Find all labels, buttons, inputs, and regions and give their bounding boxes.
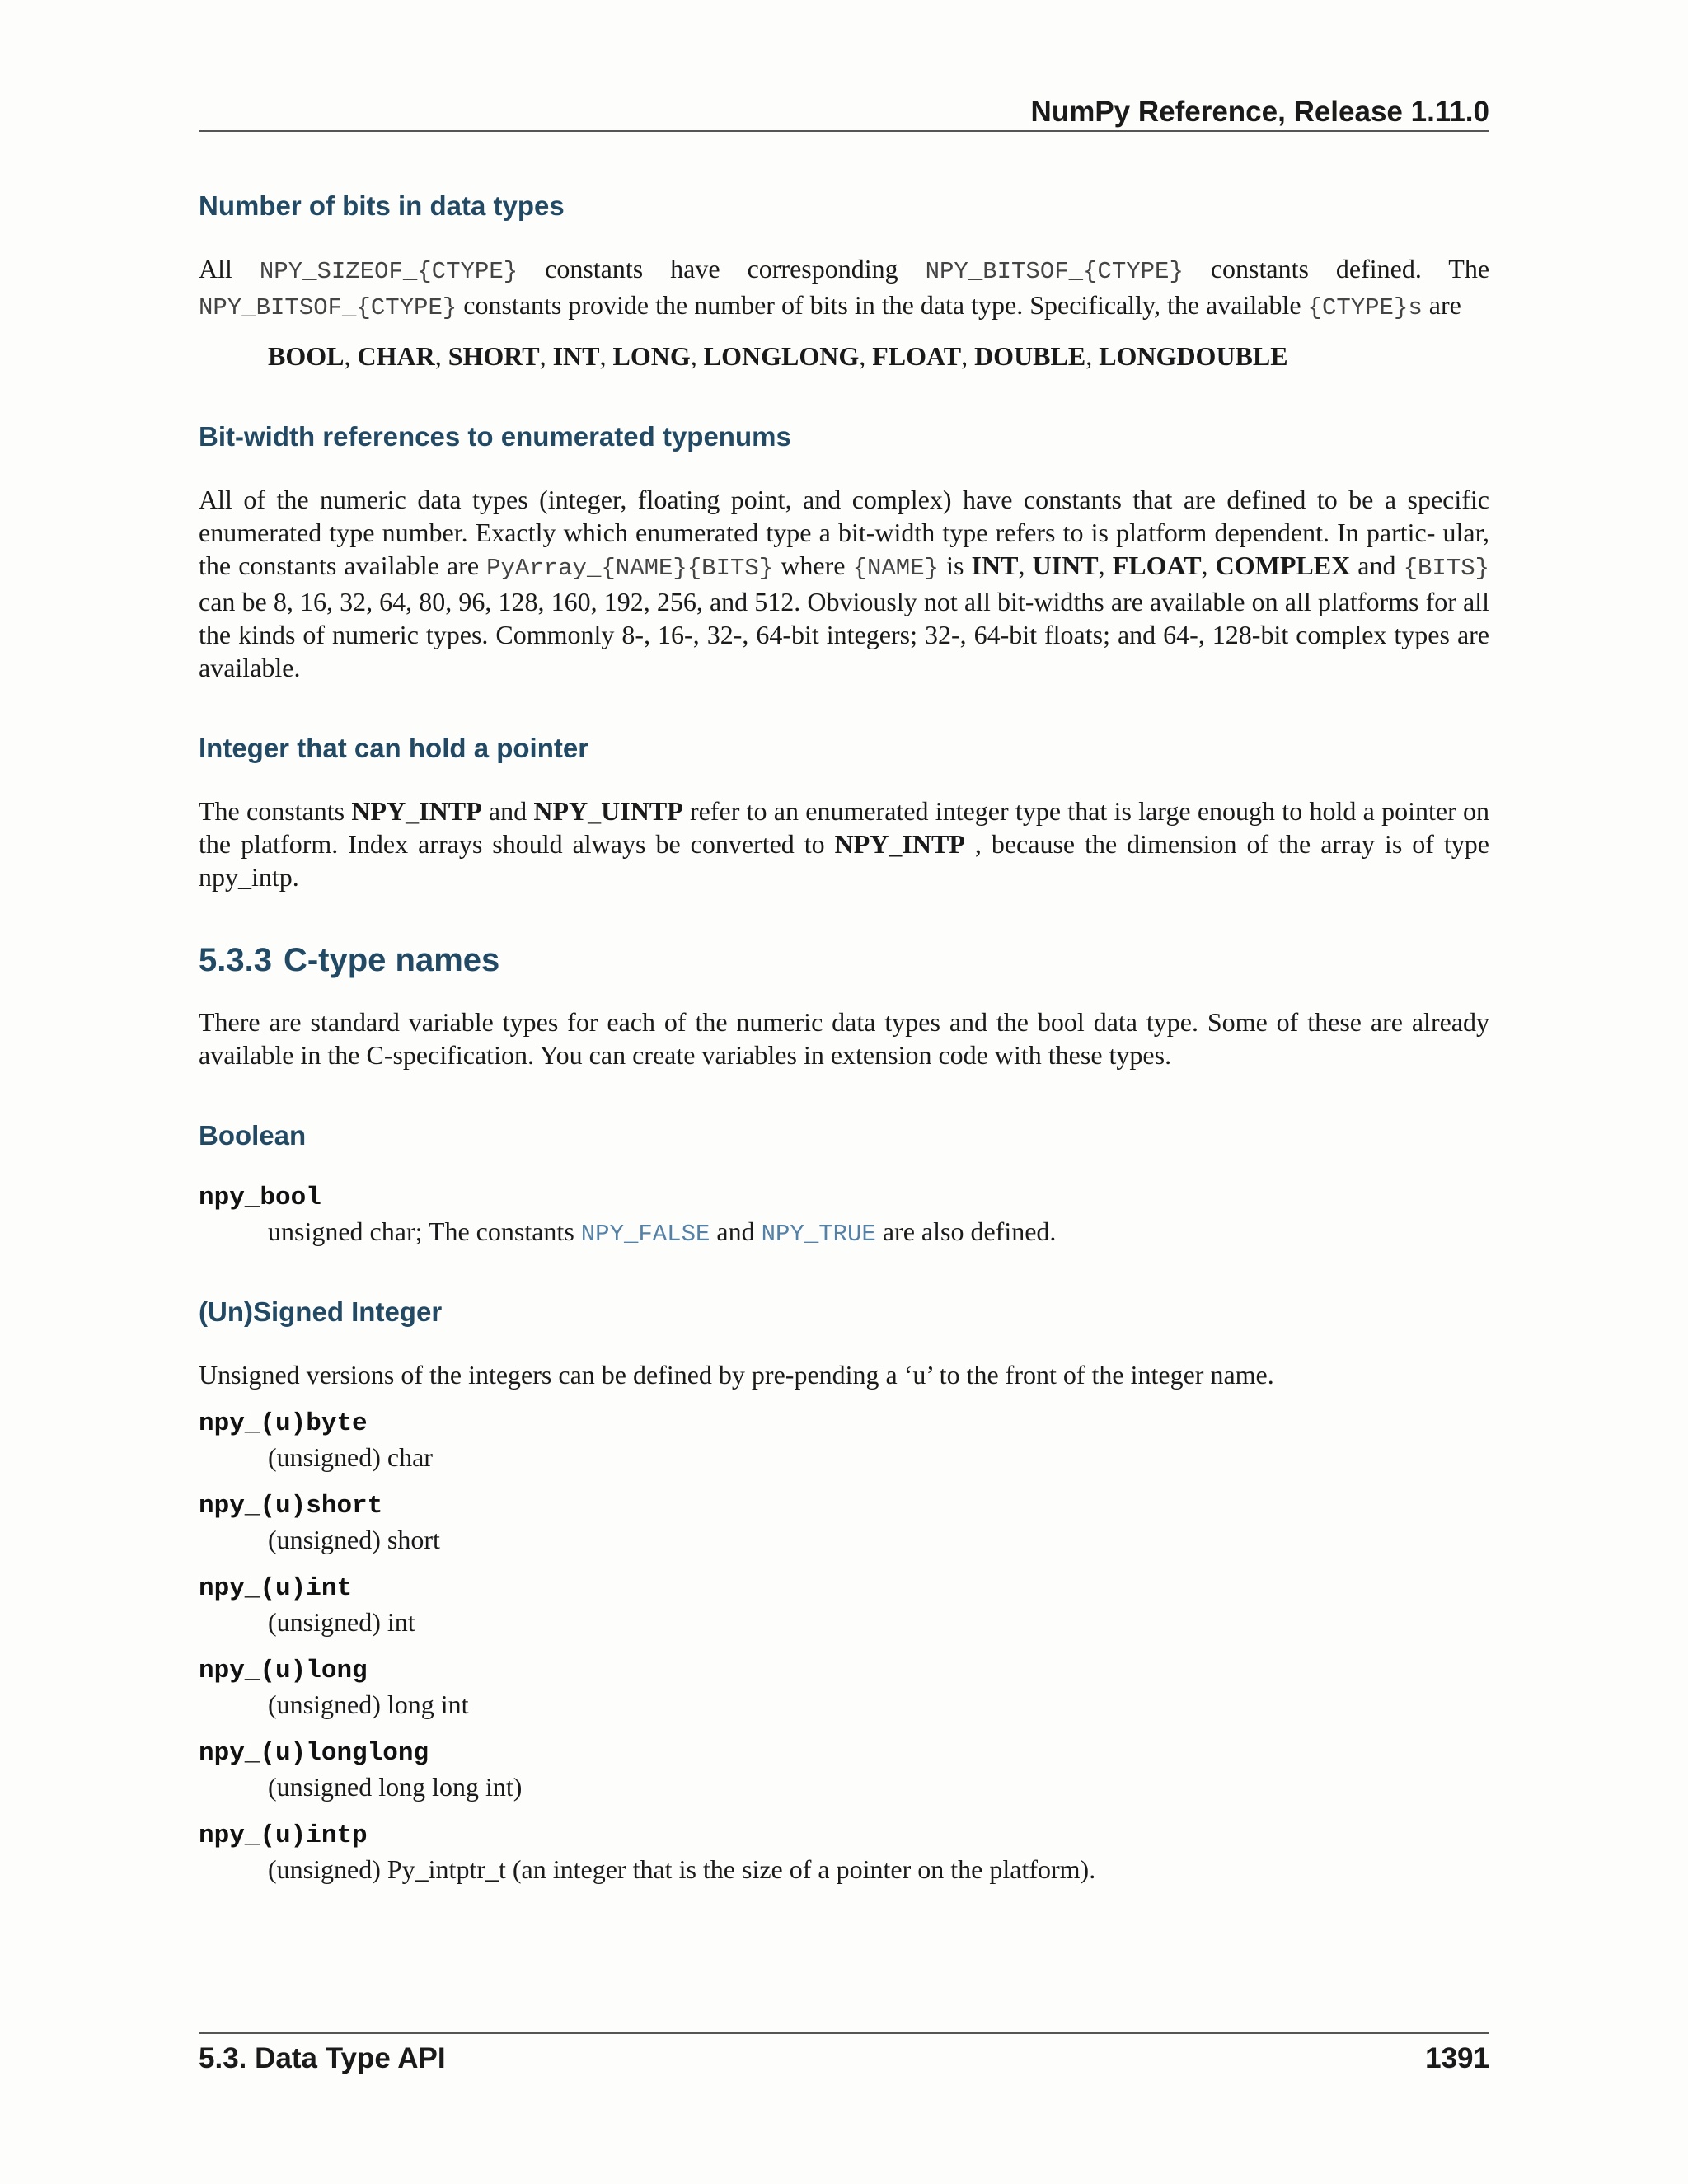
def-npy-u-long: (unsigned) long int — [268, 1690, 469, 1719]
def-npy-u-longlong: (unsigned long long int) — [268, 1772, 523, 1802]
code-sizeof: NPY_SIZEOF_{CTYPE} — [259, 258, 518, 285]
term-npy-bool: npy_bool — [199, 1183, 321, 1212]
ctype-item: DOUBLE — [974, 341, 1086, 371]
heading-boolean: Boolean — [199, 1120, 307, 1151]
def-npy-u-byte: (unsigned) char — [268, 1442, 433, 1472]
ctype-item: CHAR — [357, 341, 435, 371]
running-footer — [199, 2039, 1489, 2079]
term-npy-u-long: npy_(u)long — [199, 1657, 368, 1685]
ctype-item: SHORT — [448, 341, 540, 371]
page-number: 1391 — [1425, 2042, 1489, 2074]
code-pyarray-name-bits: PyArray_{NAME}{BITS} — [486, 555, 774, 582]
page-content — [199, 188, 1489, 1932]
link-npy-false[interactable]: NPY_FALSE — [580, 1221, 710, 1248]
bitwidth-paragraph: All of the numeric data types (integer, floating point, and complex) have constants that are defined to be a specific enumerated type number. Exactly which enumerated type a bit-width type refers to is platform dependent. In partic- ular, the constants available are PyArray_{NAME}{BITS} where {NAME} is INT, UINT, FLOAT, COMPLEX and {BITS} can be 8, 16, 32, 64, 80, 96, 128, 160, 192, 256, and 512. Obviously not all bit-widths are available on all platforms for all the kinds of numeric types. Commonly 8-, 16-, 32-, 64-bit integers; 32-, 64-bit floats; and 64-, 128-bit complex types are available. — [199, 485, 1490, 682]
code-bitsof: NPY_BITSOF_{CTYPE} — [925, 258, 1184, 285]
bits-paragraph: All NPY_SIZEOF_{CTYPE} constants have corresponding NPY_BITSOF_{CTYPE} constants defined. The NPY_BITSOF_{CTYPE} constants provide the number of bits in the data type. Specifically, the available {CTYPE}s are — [199, 254, 1490, 321]
ctype-item: BOOL — [268, 341, 345, 371]
running-header: NumPy Reference, Release 1.11.0 — [1030, 96, 1489, 128]
unsigned-intro: Unsigned versions of the integers can be defined by pre-pending a ‘u’ to the front of the integer name. — [199, 1360, 1274, 1390]
pointer-paragraph: The constants NPY_INTP and NPY_UINTP refer to an enumerated integer type that is large enough to hold a pointer on the platform. Index arrays should always be converted to NPY_INTP , because the dimension of the array is of type npy_intp. — [199, 796, 1490, 892]
code-bits: {BITS} — [1403, 555, 1490, 582]
def-npy-u-int: (unsigned) int — [268, 1607, 415, 1637]
definition-item — [199, 1655, 1489, 1721]
link-npy-true[interactable]: NPY_TRUE — [761, 1221, 876, 1248]
ctype-item: LONG — [612, 341, 691, 371]
definition-item — [199, 1572, 1489, 1638]
ctype-item: FLOAT — [872, 341, 962, 371]
code-name: {NAME} — [852, 555, 939, 582]
ctype-item: LONGLONG — [703, 341, 860, 371]
section-number: 5.3.3 — [199, 942, 272, 978]
term-npy-u-intp: npy_(u)intp — [199, 1821, 368, 1850]
def-npy-u-intp: (unsigned) Py_intptr_t (an integer that is the size of a pointer on the platform). — [268, 1854, 1096, 1884]
ctype-list: BOOL, CHAR, SHORT, INT, LONG, LONGLONG, FLOAT, DOUBLE, LONGDOUBLE — [268, 341, 1288, 371]
term-npy-u-int: npy_(u)int — [199, 1574, 353, 1603]
def-npy-bool: unsigned char; The constants NPY_FALSE and NPY_TRUE are also defined. — [268, 1216, 1057, 1248]
section-boolean — [199, 1118, 1489, 1251]
ctype-item: LONGDOUBLE — [1099, 341, 1288, 371]
term-npy-u-short: npy_(u)short — [199, 1492, 383, 1521]
term-npy-u-longlong: npy_(u)longlong — [199, 1739, 429, 1768]
heading-ctype-names: 5.3.3 C-type names — [199, 942, 500, 978]
definition-item — [199, 1737, 1489, 1803]
ctype-names-intro: There are standard variable types for each of the numeric data types and the bool data type. Some of these are already available in the C-specification. You can create variables in extension code with these types. — [199, 1007, 1489, 1070]
section-integer-pointer — [199, 730, 1489, 893]
definition-item — [199, 1408, 1489, 1474]
heading-bit-width-references: Bit-width references to enumerated typenums — [199, 421, 791, 452]
section-unsigned-integer — [199, 1294, 1489, 1886]
section-bit-width-references — [199, 419, 1489, 684]
definition-item — [199, 1490, 1489, 1556]
document-page — [199, 0, 1489, 2184]
ctype-item: INT — [552, 341, 600, 371]
def-npy-u-short: (unsigned) short — [268, 1525, 440, 1554]
definition-item — [199, 1820, 1489, 1886]
section-bits-in-data-types — [199, 188, 1489, 373]
heading-unsigned-integer: (Un)Signed Integer — [199, 1296, 443, 1327]
footer-rule — [199, 2032, 1489, 2034]
code-bitsof-2: NPY_BITSOF_{CTYPE} — [199, 294, 457, 321]
header-rule — [199, 130, 1489, 132]
footer-section: 5.3. Data Type API — [199, 2042, 446, 2074]
code-ctype: {CTYPE} — [1307, 294, 1409, 321]
heading-integer-pointer: Integer that can hold a pointer — [199, 733, 589, 763]
heading-bits-in-data-types: Number of bits in data types — [199, 190, 565, 221]
term-npy-u-byte: npy_(u)byte — [199, 1409, 368, 1438]
